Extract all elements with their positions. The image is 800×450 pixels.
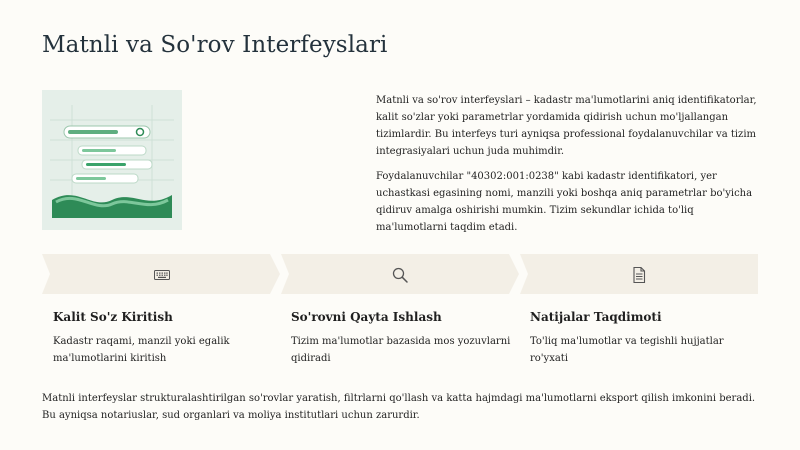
document-icon: [630, 266, 648, 284]
keyboard-icon: [153, 266, 171, 284]
intro-text: [376, 92, 761, 244]
step-title-1: Kalit So'z Kiritish: [53, 310, 173, 324]
page-title: Matnli va So'rov Interfeyslari: [42, 32, 388, 58]
step-description-2: Tizim ma'lumotlar bazasida mos yozuvlarni qidiradi: [291, 336, 511, 364]
footer-text: Matnli interfeyslar strukturalashtirilgan so'rovlar yaratish, filtrlarni qo'llash va katta hajmdagi ma'lumotlarni eksport qilish imkonini beradi. Bu ayniqsa notariuslar, sud organlari va moliya institutlari uchun zarurdir.: [42, 393, 756, 421]
intro-paragraph-2: Foydalanuvchilar "40302:001:0238" kabi kadastr identifikatori, yer uchastkasi egasining nomi, manzili yoki boshqa aniq parametrlar bo'yicha qidiruv amalga oshirishi mumkin. Tizim sekundlar ichida to'liq ma'lumotlarni taqdim etadi.: [376, 171, 753, 233]
process-steps: [42, 254, 758, 294]
magnifier-icon: [391, 266, 409, 284]
step-description-3: To'liq ma'lumotlar va tegishli hujjatlar ro'yxati: [530, 336, 724, 364]
step-title-2: So'rovni Qayta Ishlash: [291, 310, 442, 324]
search-ui-image: [42, 90, 182, 230]
step-title-3: Natijalar Taqdimoti: [530, 310, 662, 324]
step-description-1: Kadastr raqami, manzil yoki egalik ma'lumotlarini kiritish: [53, 336, 230, 364]
search-interface-illustration: [42, 90, 182, 230]
intro-paragraph-1: Matnli va so'rov interfeyslari – kadastr ma'lumotlarini aniq identifikatorlar, kalit so'zlar yoki parametrlar yordamida qidirish uchun mo'ljallangan tizimlardir. Bu interfeys turi ayniqsa professional foydalanuvchilar va tizim integrasiyalari uchun juda muhimdir.: [376, 95, 757, 157]
